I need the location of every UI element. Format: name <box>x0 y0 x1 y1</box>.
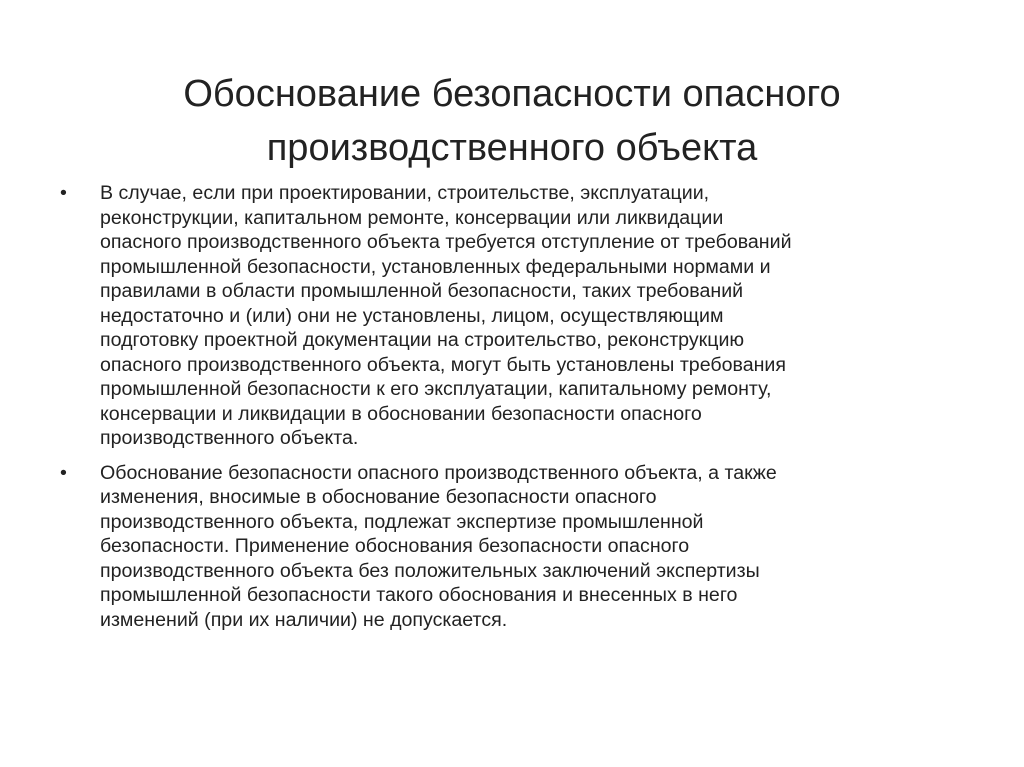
bullet-item-1 <box>60 181 960 451</box>
bullet-line: подготовку проектной документации на строительство, реконструкцию <box>100 329 745 351</box>
bullet-line: промышленной безопасности такого обоснования и внесенных в него <box>100 584 738 606</box>
bullet-marker: • <box>60 461 67 484</box>
bullet-line: производственного объекта. <box>100 427 359 449</box>
bullet-text-2 <box>100 461 960 633</box>
bullet-line: безопасности. Применение обоснования безопасности опасного <box>100 535 690 557</box>
bullet-line: недостаточно и (или) они не установлены, лицом, осуществляющим <box>100 304 724 327</box>
bullet-line: производственного объекта, подлежат экспертизе промышленной <box>100 510 704 533</box>
slide-title-line-2: производственного объекта <box>266 127 758 170</box>
bullet-line: промышленной безопасности, установленных федеральными нормами и <box>100 255 771 278</box>
bullet-line: опасного производственного объекта требуется отступление от требований <box>100 231 792 253</box>
bullet-line: опасного производственного объекта, могут быть установлены требования <box>100 353 786 376</box>
bullet-line: производственного объекта без положительных заключений экспертизы <box>100 559 760 582</box>
bullet-line: Обоснование безопасности опасного производственного объекта, а также <box>100 461 777 484</box>
bullet-line: изменения, вносимые в обоснование безопасности опасного <box>100 486 657 508</box>
bullet-line: промышленной безопасности к его эксплуатации, капитальному ремонту, <box>100 378 772 400</box>
bullet-line: консервации и ликвидации в обосновании безопасности опасного <box>100 402 702 425</box>
bullet-text-1 <box>100 181 960 451</box>
slide-title-line-1: Обоснование безопасности опасного <box>183 73 841 116</box>
bullet-marker: • <box>60 182 67 204</box>
bullet-item-2 <box>60 461 960 633</box>
slide-title <box>0 67 1024 175</box>
bullet-list <box>60 181 960 642</box>
bullet-line: изменений (при их наличии) не допускается. <box>100 608 508 631</box>
bullet-line: правилами в области промышленной безопасности, таких требований <box>100 280 744 302</box>
bullet-line: реконструкции, капитальном ремонте, консервации или ликвидации <box>100 206 724 229</box>
bullet-line: В случае, если при проектировании, строительстве, эксплуатации, <box>100 182 710 204</box>
